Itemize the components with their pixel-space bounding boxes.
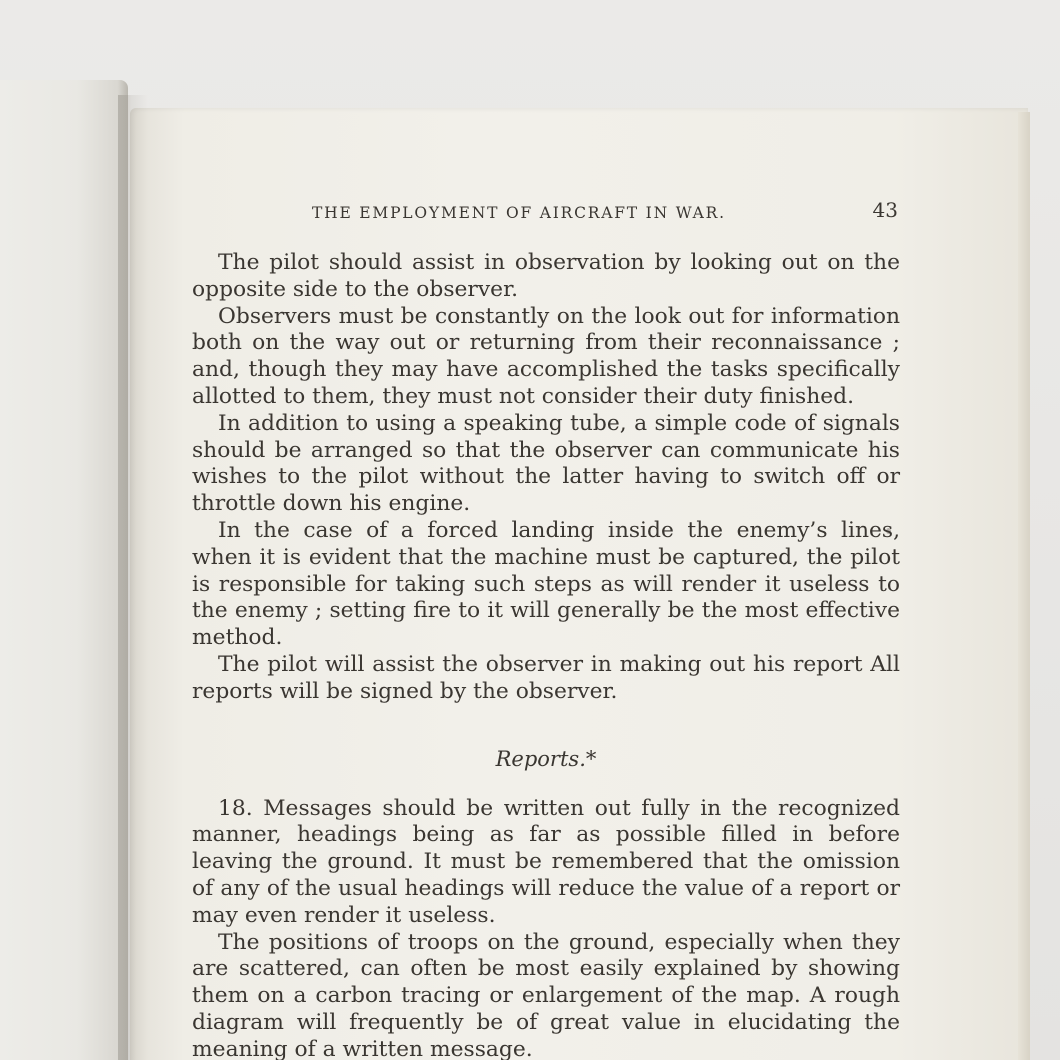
section-heading: Reports.*	[495, 746, 597, 771]
page-edge	[1018, 112, 1030, 1060]
page-number: 43	[872, 198, 898, 222]
paragraph: In the case of a forced landing inside the enemy’s lines, when it is evident that the machine must be captured, the pilot is responsible for taking such steps as will render it useless to the enemy ; setting fire to it will generally be the most effective method.	[192, 517, 900, 651]
paragraph: Observers must be constantly on the look out for information both on the way out or returning from their reconnaissance ; and, though they may have accomplished the tasks specifically allotted to them, they must not consider their duty finished.	[192, 303, 900, 409]
body-text	[192, 250, 900, 1060]
paragraph: The pilot should assist in observation by looking out on the opposite side to the observer.	[192, 250, 900, 302]
page-text	[192, 198, 900, 1060]
paragraph: The positions of troops on the ground, especially when they are scattered, can often be most easily explained by showing them on a carbon tracing or enlargement of the map. A rough diagram will frequently be of great value in elucidating the meaning of a written message.	[192, 929, 900, 1060]
paragraph: In addition to using a speaking tube, a simple code of signals should be arranged so that the observer can communicate his wishes to the pilot without the latter having to switch off or throttle down his engine.	[192, 410, 900, 517]
book-gutter	[118, 95, 148, 1060]
paragraph: 18. Messages should be written out fully in the recognized manner, headings being as far as possible filled in before leaving the ground. It must be remembered that the omission of any of the usual headings will reduce the value of a report or may even render it useless.	[192, 795, 900, 928]
paragraph: The pilot will assist the observer in making out his report All reports will be signed by the observer.	[192, 651, 900, 704]
running-head	[192, 198, 900, 228]
left-page	[0, 80, 128, 1060]
running-title: THE EMPLOYMENT OF AIRCRAFT IN WAR.	[312, 204, 726, 222]
